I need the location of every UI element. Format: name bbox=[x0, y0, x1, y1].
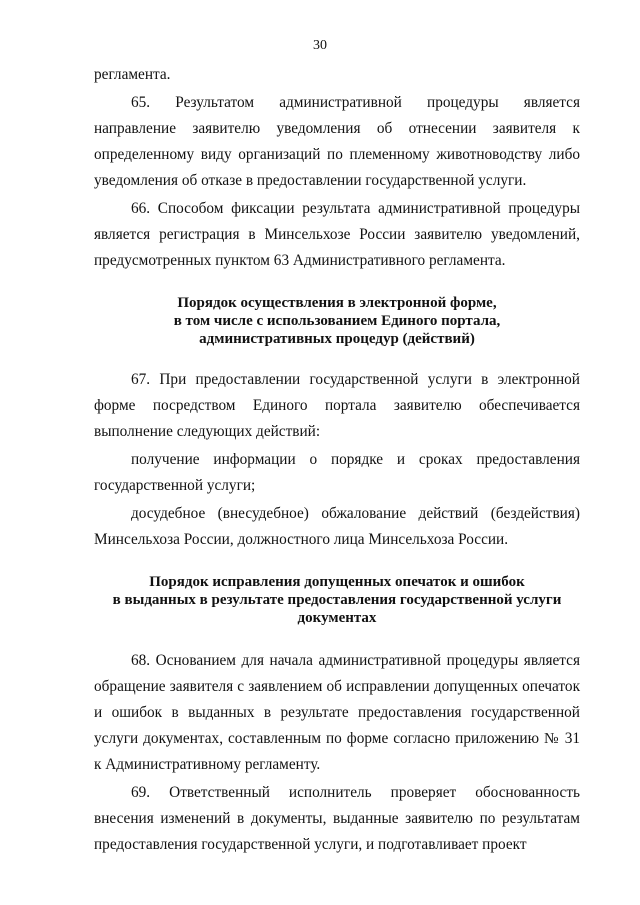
heading-line: административных процедур (действий) bbox=[199, 331, 475, 347]
paragraph-66: 66. Способом фиксации результата административной процедуры является регистрация в Минсельхозе России заявителю уведомлений, предусмотренных пунктом 63 Административного регламента. bbox=[94, 200, 580, 269]
heading-line: Порядок осуществления в электронной форме, bbox=[177, 295, 497, 311]
paragraph-69: 69. Ответственный исполнитель проверяет обоснованность внесения изменений в документы, выданные заявителю по результатам предоставления государственной услуги, и подготавливает проект bbox=[94, 784, 580, 853]
paragraph-67-item-2: досудебное (внесудебное) обжалование действий (бездействия) Минсельхоза России, должностного лица Минсельхоза России. bbox=[94, 505, 580, 548]
section-heading-corrections bbox=[94, 573, 580, 627]
paragraph-continuation: регламента. bbox=[94, 66, 171, 83]
heading-line: в выданных в результате предоставления государственной услуги bbox=[112, 592, 562, 608]
paragraph-67: 67. При предоставлении государственной услуги в электронной форме посредством Единого портала заявителю обеспечивается выполнение следующих действий: bbox=[94, 371, 580, 440]
paragraph-65: 65. Результатом административной процедуры является направление заявителю уведомления об отнесении заявителя к определенному виду организаций по племенному животноводству либо уведомления об отказе в предоставлении государственной услуги. bbox=[94, 94, 580, 189]
heading-line: документах bbox=[297, 610, 377, 626]
heading-line: в том числе с использованием Единого портала, bbox=[173, 313, 501, 329]
paragraph-68: 68. Основанием для начала административной процедуры является обращение заявителя с заявлением об исправлении допущенных опечаток и ошибок в выданных в результате предоставления государственной услуги документах, составленным по форме согласно приложению № 31 к Административному регламенту. bbox=[94, 652, 580, 773]
document-body bbox=[94, 62, 580, 858]
page-number: 30 bbox=[313, 38, 327, 53]
section-heading-electronic-form bbox=[94, 294, 580, 348]
paragraph-67-item-1: получение информации о порядке и сроках предоставления государственной услуги; bbox=[94, 451, 580, 494]
heading-line: Порядок исправления допущенных опечаток и ошибок bbox=[149, 574, 525, 590]
